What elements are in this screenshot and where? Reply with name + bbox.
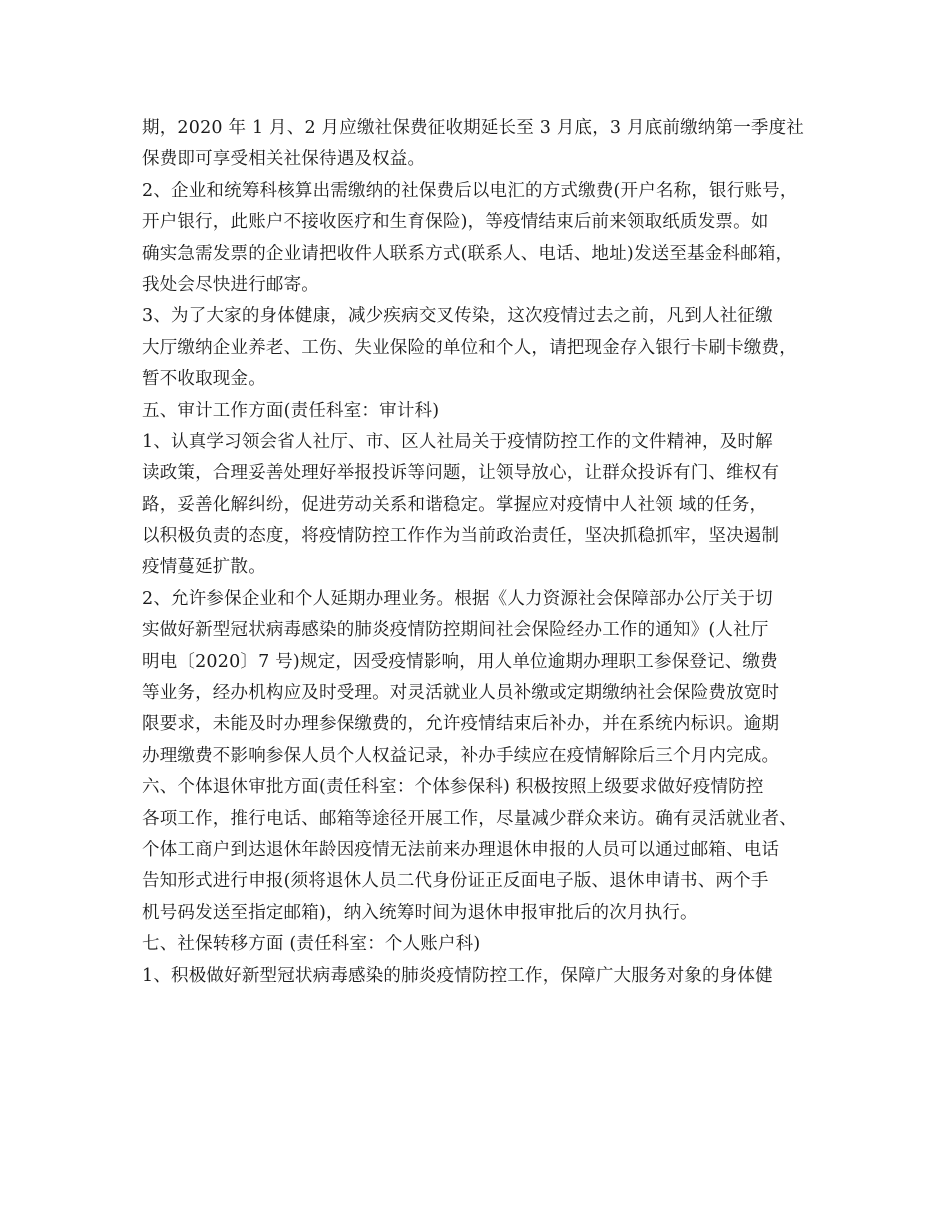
text-line: 期，2020 年 1 月、2 月应缴社保费征收期延长至 3 月底，3 月底前缴纳第一季度社 bbox=[142, 118, 805, 138]
text-line: 个体工商户到达退休年龄因疫情无法前来办理退休申报的人员可以通过邮箱、电话 bbox=[142, 839, 780, 860]
section-heading: 六、个体退休审批方面(责任科室：个体参保科) 积极按照上级要求做好疫情防控 bbox=[142, 777, 764, 798]
text-line: 等业务，经办机构应及时受理。对灵活就业人员补缴或定期缴纳社会保险费放宽时 bbox=[142, 683, 780, 704]
text-line: 我处会尽快进行邮寄。 bbox=[142, 274, 319, 295]
document-body bbox=[142, 113, 832, 992]
text-line: 1、积极做好新型冠状病毒感染的肺炎疫情防控工作，保障广大服务对象的身体健 bbox=[142, 965, 773, 986]
text-line: 限要求，未能及时办理参保缴费的，允许疫情结束后补办，并在系统内标识。逾期 bbox=[142, 714, 780, 735]
text-line: 路，妥善化解纠纷，促进劳动关系和谐稳定。掌握应对疫情中人社领 域的任务， bbox=[142, 494, 768, 515]
text-line: 告知形式进行申报(须将退休人员二代身份证正反面电子版、退休申请书、两个手 bbox=[142, 871, 769, 892]
text-line: 2、允许参保企业和个人延期办理业务。根据《人力资源社会保障部办公厅关于切 bbox=[142, 588, 773, 609]
text-line: 实做好新型冠状病毒感染的肺炎疫情防控期间社会保险经办工作的通知》(人社厅 bbox=[142, 620, 769, 641]
text-line: 以积极负责的态度，将疫情防控工作作为当前政治责任，坚决抓稳抓牢，坚决遏制 bbox=[142, 526, 780, 547]
section-heading: 五、审计工作方面(责任科室：审计科) bbox=[142, 400, 440, 421]
text-line: 2、企业和统筹科核算出需缴纳的社保费后以电汇的方式缴费(开户名称，银行账号， bbox=[142, 180, 798, 201]
text-line: 保费即可享受相关社保待遇及权益。 bbox=[142, 149, 426, 170]
text-line: 各项工作，推行电话、邮箱等途径开展工作，尽量减少群众来访。确有灵活就业者、 bbox=[142, 808, 797, 829]
text-line: 读政策，合理妥善处理好举报投诉等问题，让领导放心，让群众投诉有门、维权有 bbox=[142, 463, 780, 484]
section-heading: 七、社保转移方面 (责任科室：个人账户科) bbox=[142, 934, 481, 955]
text-line: 1、认真学习领会省人社厅、市、区人社局关于疫情防控工作的文件精神，及时解 bbox=[142, 431, 773, 452]
text-line: 3、为了大家的身体健康，减少疾病交叉传染，这次疫情过去之前，凡到人社征缴 bbox=[142, 306, 773, 327]
text-line: 疫情蔓延扩散。 bbox=[142, 557, 266, 578]
text-line: 确实急需发票的企业请把收件人联系方式(联系人、电话、地址)发送至基金科邮箱， bbox=[142, 243, 794, 264]
text-line: 大厅缴纳企业养老、工伤、失业保险的单位和个人，请把现金存入银行卡刷卡缴费， bbox=[142, 337, 797, 358]
text-line: 办理缴费不影响参保人员个人权益记录，补办手续应在疫情解除后三个月内完成。 bbox=[142, 745, 780, 766]
text-line: 明电〔2020〕7 号)规定，因受疫情影响，用人单位逾期办理职工参保登记、缴费 bbox=[142, 651, 778, 672]
text-line: 开户银行，此账户不接收医疗和生育保险)，等疫情结束后前来领取纸质发票。如 bbox=[142, 212, 769, 233]
text-line: 机号码发送至指定邮箱)，纳入统筹时间为退休申报审批后的次月执行。 bbox=[142, 902, 698, 923]
text-line: 暂不收取现金。 bbox=[142, 369, 266, 390]
